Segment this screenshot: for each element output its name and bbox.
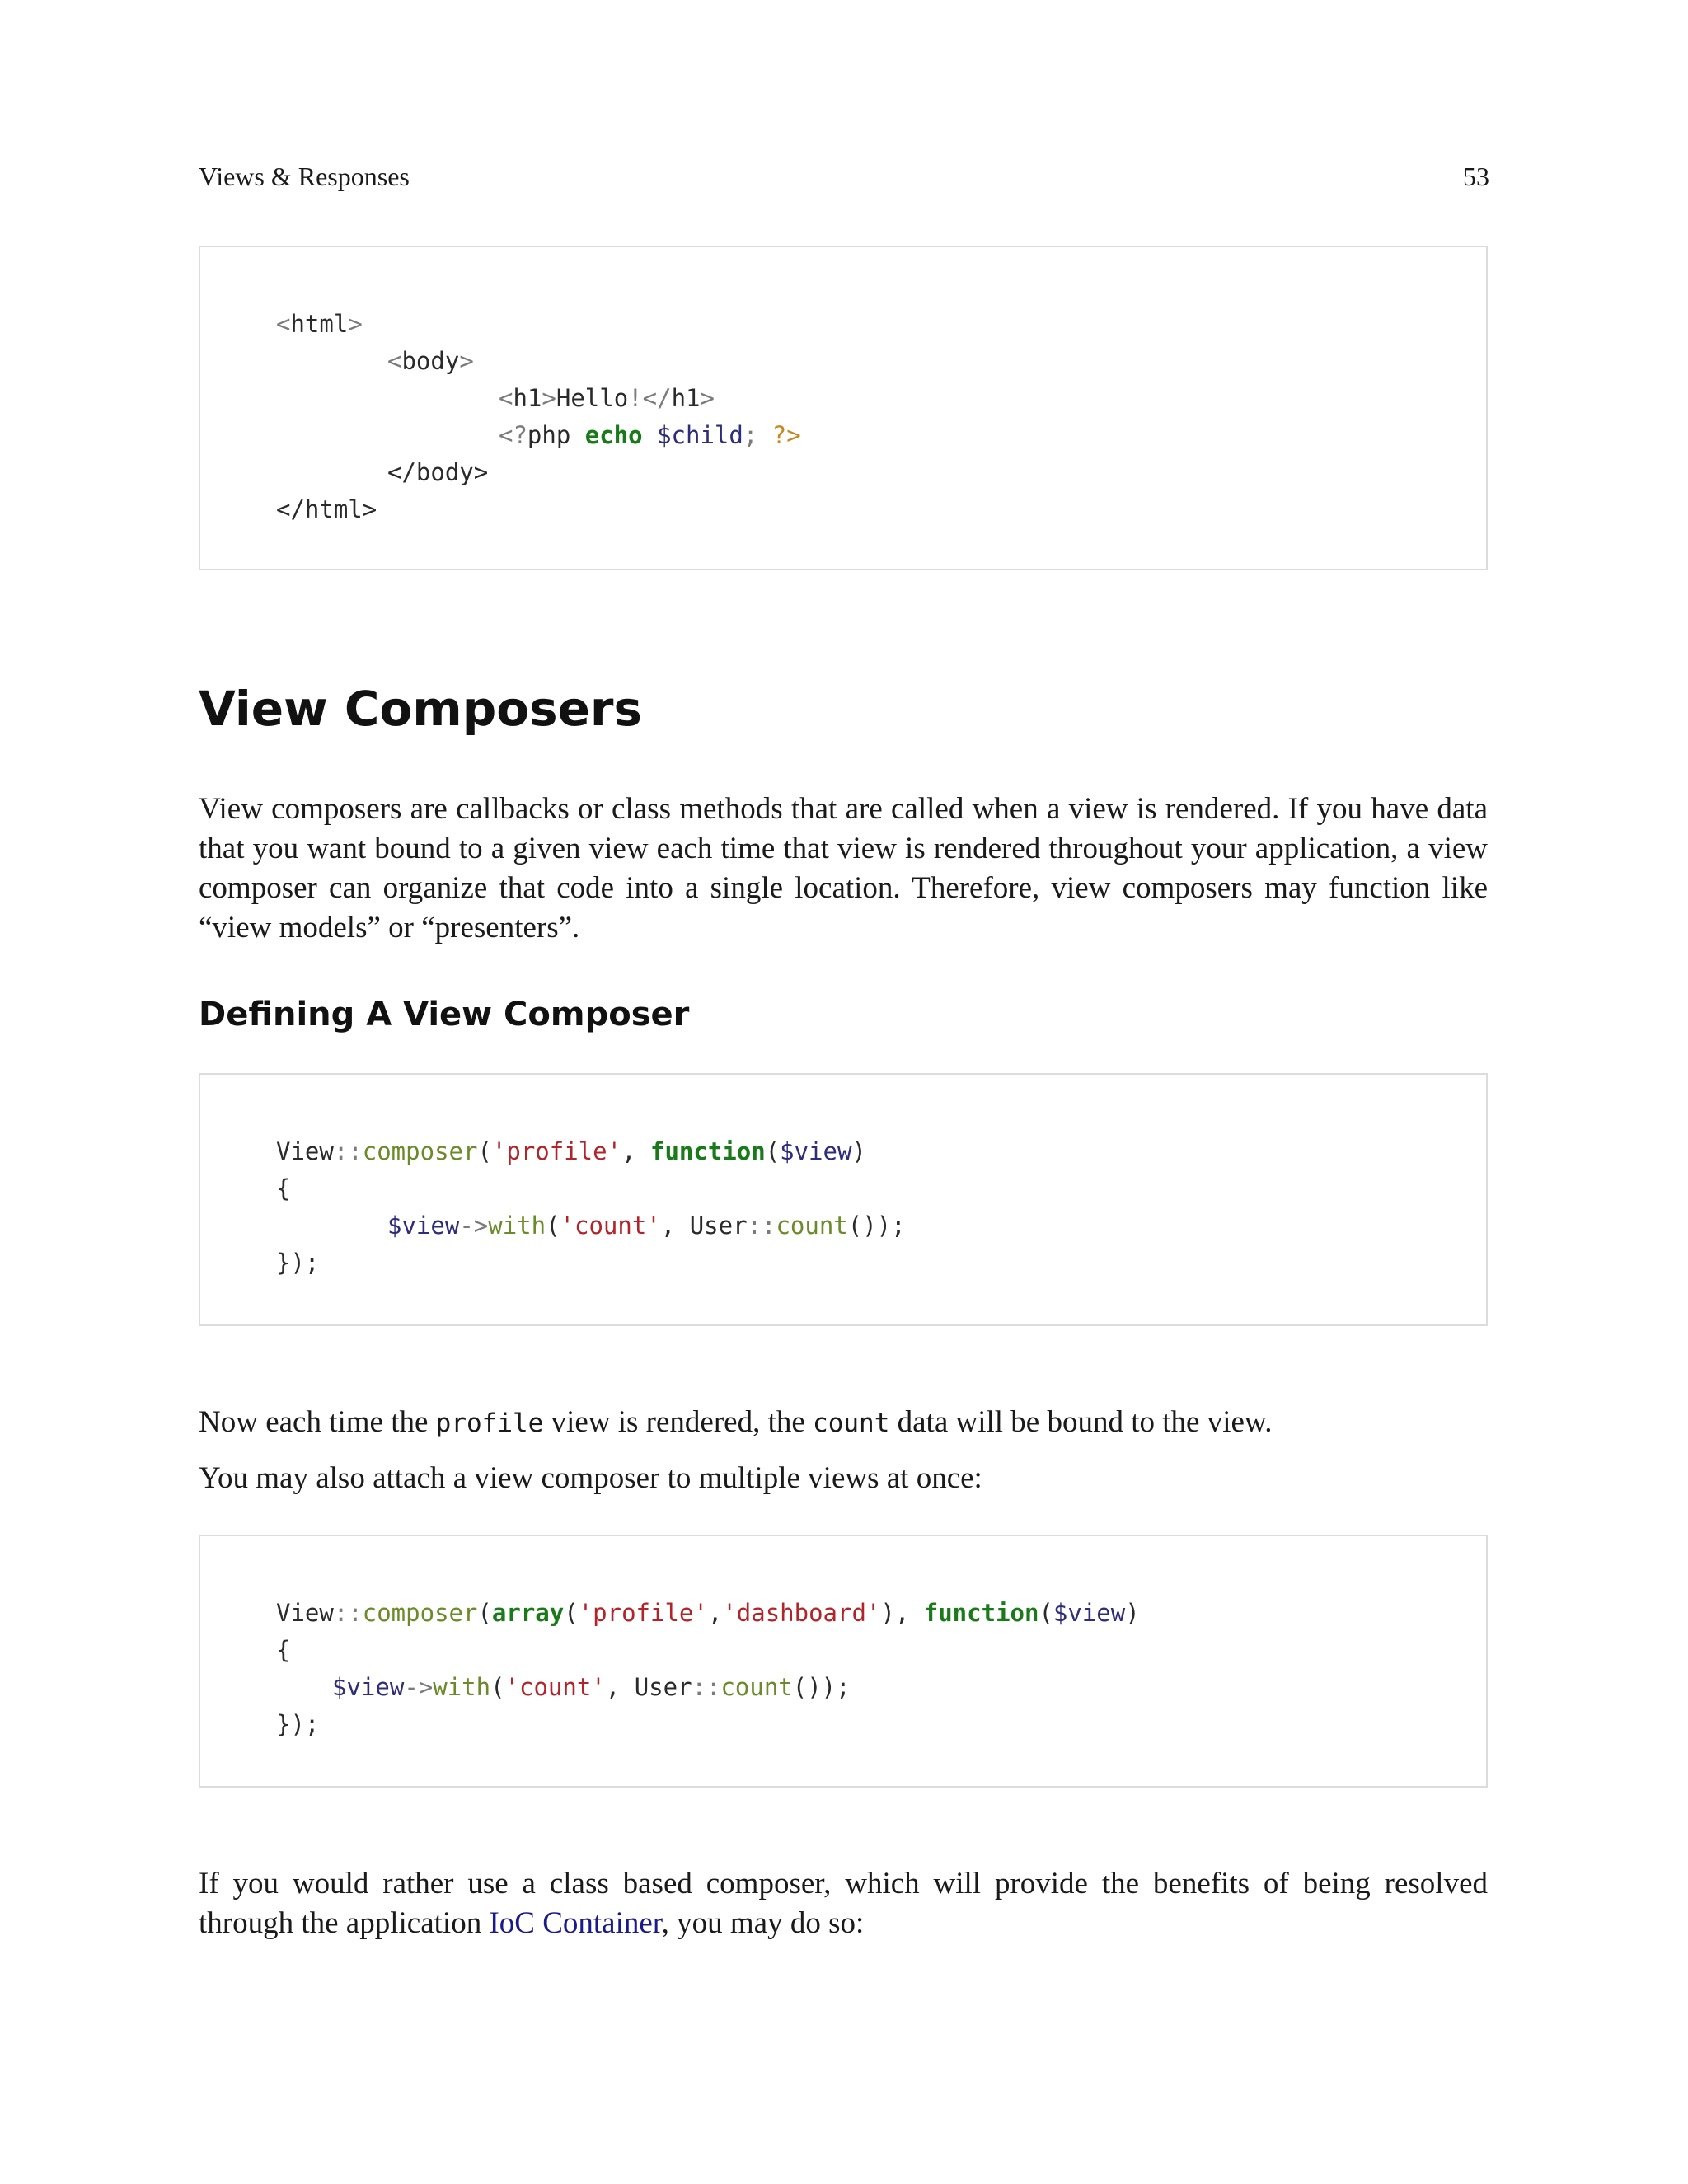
code-line: $view->with('count', User::count()); <box>387 1212 906 1240</box>
inline-code-count: count <box>813 1408 890 1438</box>
section-heading: View Composers <box>199 681 643 737</box>
code-block-html-template <box>199 246 1488 570</box>
code-line: <?php echo $child; ?> <box>499 421 801 449</box>
code-line: </body> <box>387 458 489 486</box>
multiple-views-paragraph: You may also attach a view composer to multiple views at once: <box>199 1461 982 1495</box>
class-composer-paragraph: If you would rather use a class based composer, which will provide the benefits of being resolved through the application IoC Container, you may do so: <box>199 1867 1488 1940</box>
code-block-composer <box>199 1073 1488 1326</box>
code-block-multi-composer <box>199 1535 1488 1788</box>
code-line: $view->with('count', User::count()); <box>332 1673 851 1701</box>
page-number: 53 <box>1463 162 1489 191</box>
intro-paragraph: View composers are callbacks or class methods that are called when a view is rendered. If you have data that you want bound to a given view each time that view is rendered throughout your application, a view composer can organize that code into a single location. Therefore, view composers may function like “view models” or “presenters”. <box>199 792 1488 944</box>
code-line: <html> <box>276 310 363 338</box>
inline-code-profile: profile <box>435 1408 544 1438</box>
ioc-container-link[interactable]: IoC Container <box>489 1906 662 1940</box>
code-line: }); <box>276 1710 320 1738</box>
running-title: Views & Responses <box>199 162 410 191</box>
code-line: View::composer('profile', function($view) <box>276 1137 866 1165</box>
code-line: <body> <box>387 347 474 375</box>
code-line: { <box>276 1636 291 1664</box>
code-line: <h1>Hello!</h1> <box>499 384 715 412</box>
code-line: { <box>276 1174 291 1202</box>
code-line: }); <box>276 1249 320 1277</box>
code-line: </html> <box>276 495 377 523</box>
subsection-heading: Defining A View Composer <box>199 996 690 1033</box>
profile-count-paragraph: Now each time the profile view is rendered, the count data will be bound to the view. <box>199 1405 1273 1439</box>
code-line: View::composer(array('profile','dashboard'), function($view) <box>276 1599 1140 1627</box>
